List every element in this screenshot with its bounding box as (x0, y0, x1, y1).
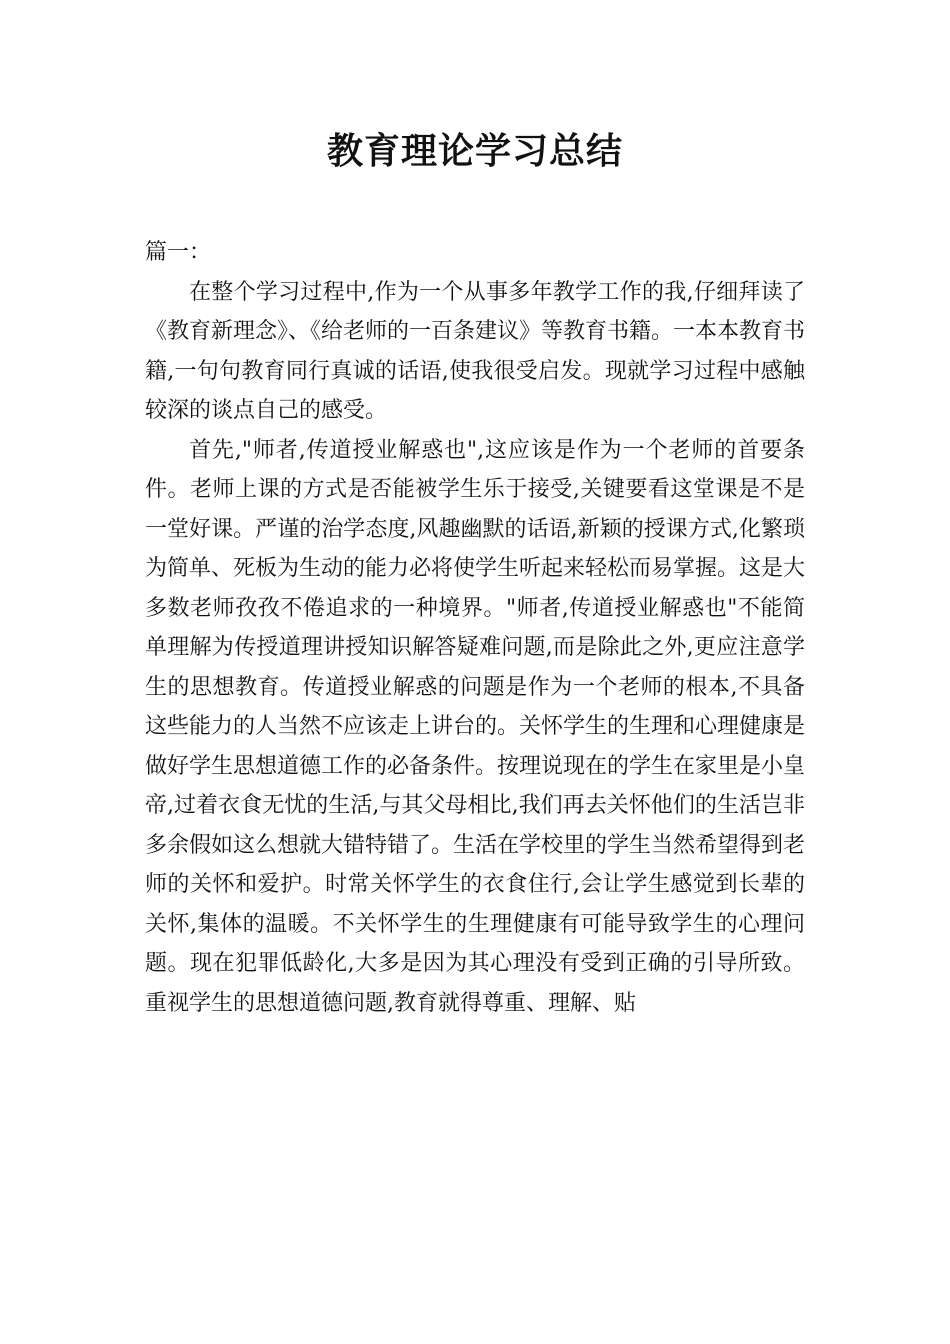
paragraph-1: 在整个学习过程中,作为一个从事多年教学工作的我,仔细拜读了《教育新理念》、《给老师的一百条建议》等教育书籍。一本本教育书籍,一句句教育同行真诚的话语,使我很受启发。现就学习过程中感触较深的谈点自己的感受。 (145, 279, 806, 423)
paragraph-2: 首先,"师者,传道授业解惑也",这应该是作为一个老师的首要条件。老师上课的方式是否能被学生乐于接受,关键要看这堂课是不是一堂好课。严谨的治学态度,风趣幽默的话语,新颖的授课方式,化繁琐为简单、死板为生动的能力必将使学生听起来轻松而易掌握。这是大多数老师孜孜不倦追求的一种境界。"师者,传道授业解惑也"不能简单理解为传授道理讲授知识解答疑难问题,而是除此之外,更应注意学生的思想教育。传道授业解惑的问题是作为一个老师的根本,不具备这些能力的人当然不应该走上讲台的。关怀学生的生理和心理健康是做好学生思想道德工作的必备条件。按理说现在的学生在家里是小皇帝,过着衣食无忧的生活,与其父母相比,我们再去关怀他们的生活岂非多余假如这么想就大错特错了。生活在学校里的学生当然希望得到老师的关怀和爱护。时常关怀学生的衣食住行,会让学生感觉到长辈的关怀,集体的温暖。不关怀学生的生理健康有可能导致学生的心理问题。现在犯罪低龄化,大多是因为其心理没有受到正确的引导所致。重视学生的思想道德问题,教育就得尊重、理解、贴 (145, 437, 806, 1016)
document-title: 教育理论学习总结 (326, 131, 623, 172)
section-label: 篇一： (145, 240, 212, 265)
document-body (145, 233, 805, 1023)
